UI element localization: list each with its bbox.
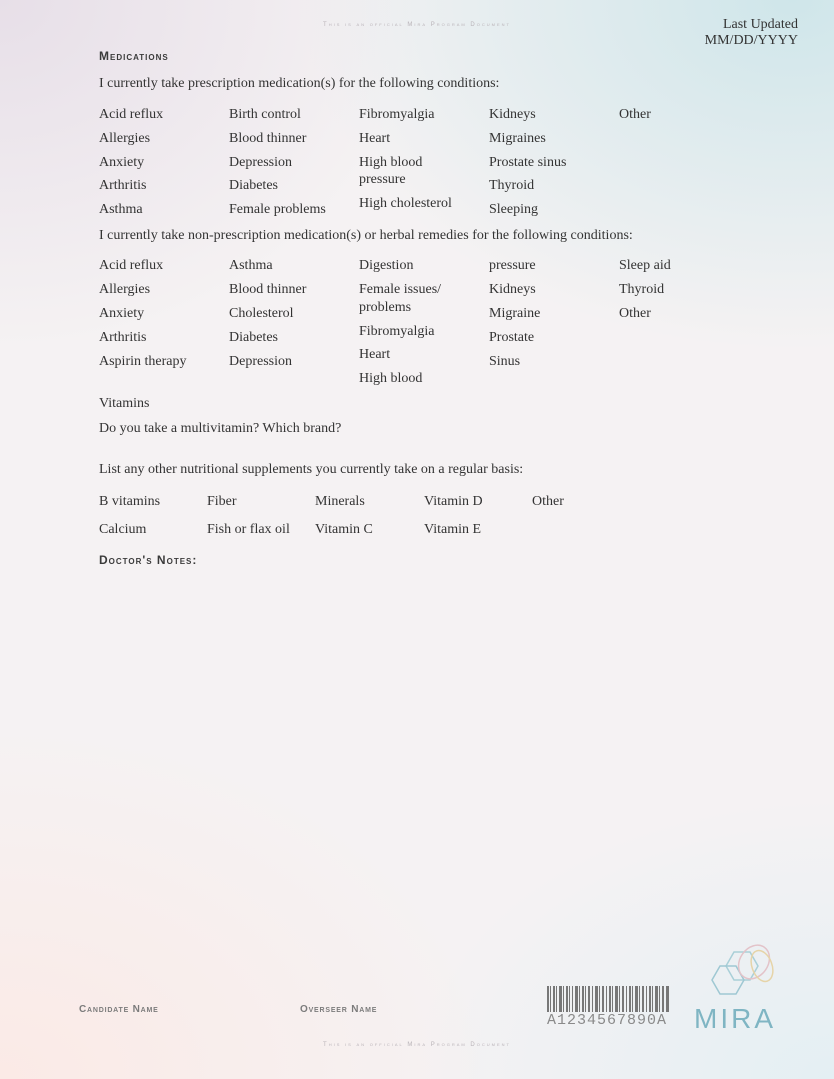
condition-item: Acid reflux	[99, 107, 164, 122]
supplement-item: Other	[532, 494, 564, 509]
condition-item: Acid reflux	[99, 258, 164, 273]
condition-item: Migraines	[489, 131, 546, 146]
condition-item: Other	[619, 306, 651, 321]
condition-item: Fibromyalgia	[359, 324, 435, 339]
condition-item: Aspirin therapy	[99, 354, 187, 369]
mira-logo-text: MIRA	[694, 1003, 776, 1034]
condition-item: Prostate sinus	[489, 155, 567, 170]
overseer-name-label: Overseer Name	[300, 1004, 378, 1015]
condition-item: Blood thinner	[229, 131, 307, 146]
condition-item: Thyroid	[619, 282, 665, 297]
condition-item: Digestion	[359, 258, 414, 273]
condition-item: Allergies	[99, 131, 151, 146]
supplement-item: Vitamin D	[424, 494, 483, 509]
supplement-item: Calcium	[99, 522, 147, 537]
condition-item: Allergies	[99, 282, 151, 297]
supplement-item: Fiber	[207, 494, 237, 509]
condition-item: Asthma	[99, 202, 143, 217]
condition-item: Sleep aid	[619, 258, 671, 273]
last-updated-label: Last Updated	[722, 17, 798, 32]
condition-item: problems	[359, 300, 412, 315]
doctors-notes-title: Doctor's Notes:	[99, 553, 198, 567]
top-watermark: This is an official Mira Program Document	[323, 22, 511, 28]
supplements-prompt: List any other nutritional supplements you currently take on a regular basis:	[99, 462, 524, 477]
supplement-item: Minerals	[315, 494, 365, 509]
barcode	[547, 986, 669, 1012]
condition-item: Heart	[359, 347, 391, 362]
condition-item: Arthritis	[99, 330, 147, 345]
condition-item: Diabetes	[229, 178, 278, 193]
condition-item: Fibromyalgia	[359, 107, 435, 122]
multivitamin-question: Do you take a multivitamin? Which brand?	[99, 421, 342, 436]
condition-item: Female issues/	[359, 282, 442, 297]
condition-item: Depression	[229, 155, 292, 170]
prescription-prompt: I currently take prescription medication(s) for the following conditions:	[99, 76, 500, 91]
condition-item: Prostate	[489, 330, 535, 345]
condition-item: Sleeping	[489, 202, 538, 217]
condition-item: pressure	[489, 258, 536, 273]
condition-item: Anxiety	[99, 155, 145, 170]
supplement-item: Vitamin C	[315, 522, 373, 537]
condition-item: Birth control	[229, 107, 301, 122]
condition-item: pressure	[359, 172, 406, 187]
condition-item: Depression	[229, 354, 292, 369]
condition-item: Heart	[359, 131, 391, 146]
condition-item: Migraine	[489, 306, 541, 321]
supplement-item: Fish or flax oil	[207, 522, 290, 537]
supplement-item: Vitamin E	[424, 522, 482, 537]
condition-item: Asthma	[229, 258, 273, 273]
medications-title: Medications	[99, 49, 169, 63]
candidate-name-label: Candidate Name	[79, 1004, 159, 1015]
condition-item: Kidneys	[489, 282, 536, 297]
condition-item: High blood	[359, 371, 423, 386]
nonprescription-prompt: I currently take non-prescription medication(s) or herbal remedies for the following conditions:	[99, 228, 633, 243]
condition-item: Diabetes	[229, 330, 278, 345]
condition-item: High blood	[359, 155, 423, 170]
condition-item: Thyroid	[489, 178, 535, 193]
condition-item: Female problems	[229, 202, 326, 217]
vitamins-title: Vitamins	[99, 396, 150, 411]
condition-item: Other	[619, 107, 651, 122]
condition-item: Sinus	[489, 354, 521, 369]
mira-logo-icon	[706, 940, 786, 1010]
condition-item: Arthritis	[99, 178, 147, 193]
condition-item: Cholesterol	[229, 306, 294, 321]
barcode-number: A1234567890A	[547, 1012, 668, 1029]
supplement-item: B vitamins	[99, 494, 161, 509]
last-updated-value: MM/DD/YYYY	[704, 33, 798, 48]
condition-item: Anxiety	[99, 306, 145, 321]
condition-item: Blood thinner	[229, 282, 307, 297]
bottom-watermark: This is an official Mira Program Document	[323, 1042, 511, 1048]
last-updated	[705, 17, 798, 49]
condition-item: High cholesterol	[359, 196, 452, 211]
condition-item: Kidneys	[489, 107, 536, 122]
